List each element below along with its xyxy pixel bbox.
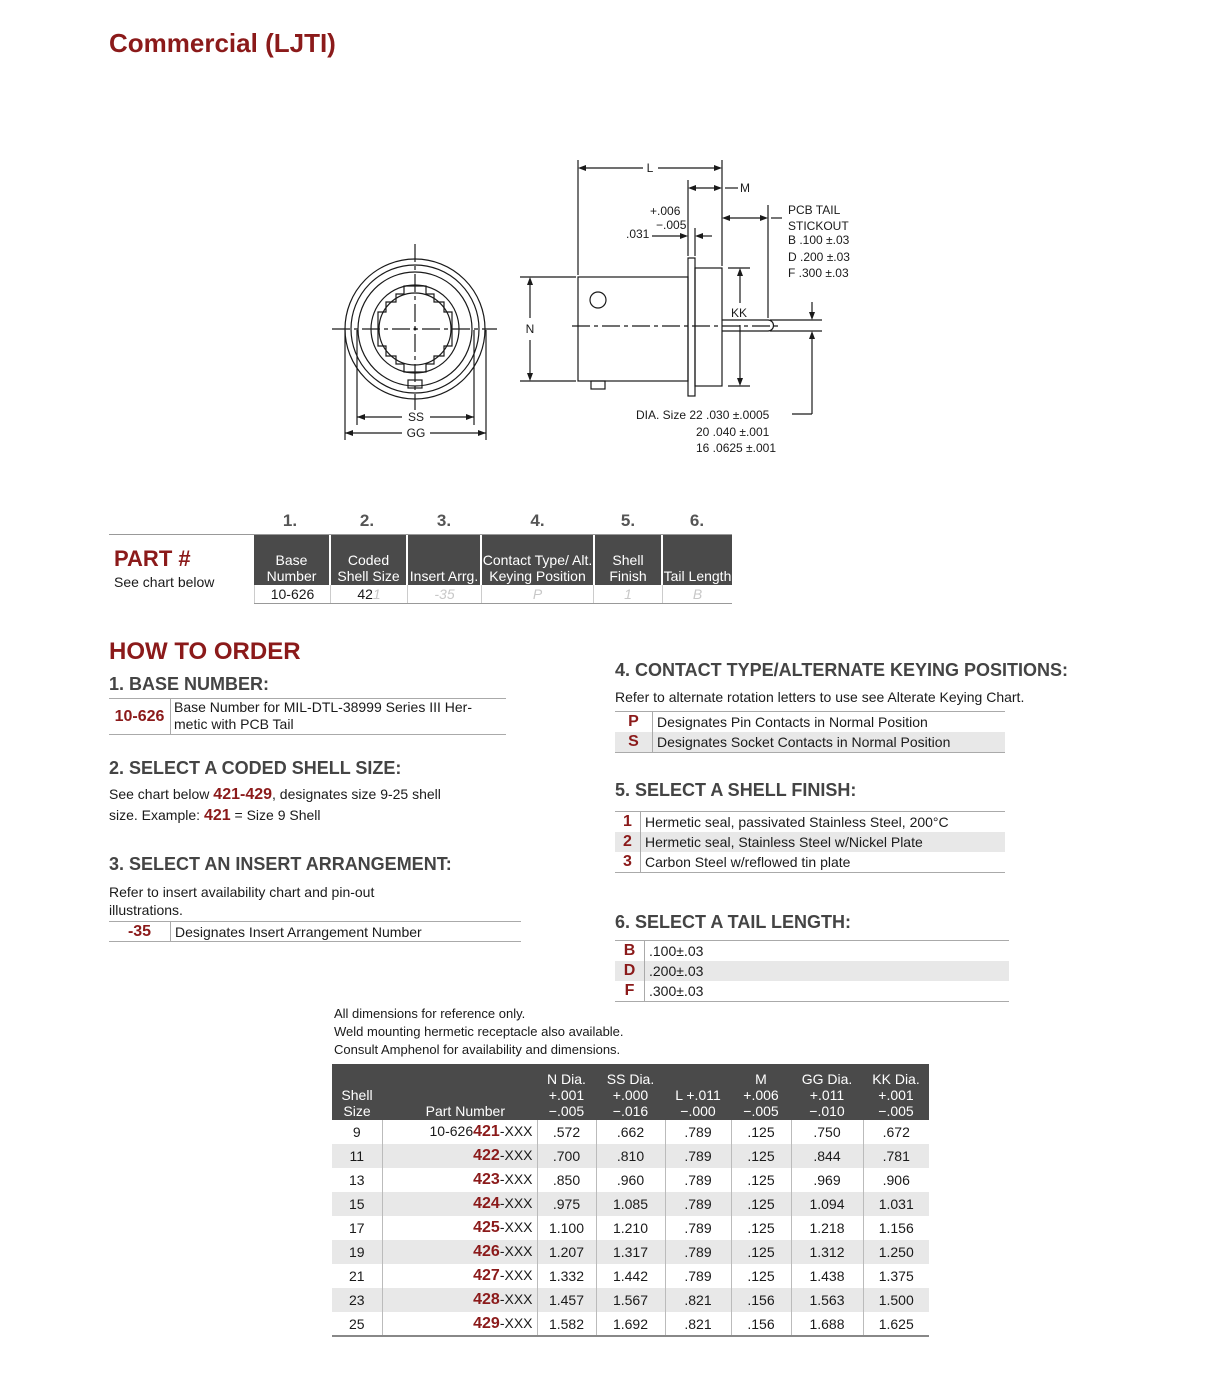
pn-head-finish: Shell Finish: [595, 535, 661, 585]
s6-row-f: F .300±.03: [615, 981, 1009, 1001]
table-row: [332, 1144, 929, 1168]
pn-step-4: 4.: [530, 511, 545, 530]
cell-kk: .672: [882, 1124, 910, 1140]
pcb-title-1: PCB TAIL: [788, 203, 841, 217]
pn-step-1: 1.: [282, 511, 298, 530]
s2-heading: 2. SELECT A CODED SHELL SIZE:: [109, 758, 402, 778]
cell-gg: .969: [791, 1168, 863, 1192]
cell-size: 23: [332, 1288, 382, 1312]
cell-ss: .960: [596, 1168, 665, 1192]
cell-l: .821: [665, 1312, 731, 1336]
cell-size: 15: [332, 1192, 382, 1216]
n-label: N: [525, 322, 535, 336]
cell-m: .125: [731, 1120, 791, 1144]
how-to-order-heading: HOW TO ORDER: [109, 638, 301, 665]
s5-heading: 5. SELECT A SHELL FINISH:: [615, 780, 857, 800]
cell-l: .821: [665, 1288, 731, 1312]
s1-box: [109, 698, 506, 735]
pn-step-2: 2.: [359, 511, 375, 530]
cell-m: .125: [731, 1216, 791, 1240]
dia-line-2: 20 .040 ±.001: [696, 425, 770, 439]
cell-n: .850: [537, 1168, 596, 1192]
cell-m: .125: [731, 1144, 791, 1168]
cell-kk: 1.375: [878, 1268, 914, 1284]
cell-size: 11: [332, 1144, 382, 1168]
kk-label: KK: [731, 306, 748, 320]
s5-row-1: 1 Hermetic seal, passivated Stainless Steel, 200°C: [615, 812, 1005, 832]
cell-kk: 1.156: [878, 1220, 914, 1236]
s4-heading: 4. CONTACT TYPE/ALTERNATE KEYING POSITIONS:: [615, 660, 1069, 680]
cell-m: .125: [731, 1264, 791, 1288]
table-row: [332, 1312, 929, 1336]
s3-heading: 3. SELECT AN INSERT ARRANGEMENT:: [109, 854, 452, 874]
s4-list: [615, 711, 1005, 753]
s1-code: 10-626: [109, 699, 171, 734]
pn-head-base: Base Number: [254, 535, 329, 585]
dia-line-1: DIA. Size 22 .030 ±.0005: [636, 408, 770, 422]
s5-list: [615, 811, 1005, 873]
cell-size: 13: [332, 1168, 382, 1192]
col-part-number: Part Number: [382, 1064, 537, 1120]
dimensions-table: [332, 1064, 929, 1337]
cell-size: 21: [332, 1264, 382, 1288]
cell-ss: .662: [596, 1120, 665, 1144]
s4-row-p: P Designates Pin Contacts in Normal Position: [615, 712, 1005, 732]
cell-gg: 1.563: [791, 1288, 863, 1312]
cell-kk: .781: [863, 1144, 929, 1168]
s3-desc: Designates Insert Arrangement Number: [175, 924, 422, 940]
cell-part-number: 427-XXX: [382, 1264, 537, 1288]
pcb-b: B .100 ±.03: [788, 233, 850, 247]
cell-kk: .906: [882, 1172, 910, 1188]
cell-l: .789: [665, 1120, 731, 1144]
pcb-f: F .300 ±.03: [788, 266, 849, 280]
cell-m: .156: [731, 1288, 791, 1312]
cell-gg: .750: [791, 1120, 863, 1144]
pn-head-tail: Tail Length: [663, 535, 732, 585]
cell-part-number: 425-XXX: [382, 1216, 537, 1240]
cell-part-number: 10-626421-XXX: [382, 1120, 537, 1144]
part-label: PART #: [114, 546, 191, 571]
s1-desc: Base Number for MIL-DTL-38999 Series III Her- metic with PCB Tail: [174, 699, 472, 732]
cell-m: .156: [731, 1312, 791, 1336]
part-sublabel: See chart below: [114, 574, 215, 590]
pn-head-insert: Insert Arrg.: [408, 535, 480, 585]
cell-ss: 1.692: [596, 1312, 665, 1336]
cell-m: .125: [731, 1168, 791, 1192]
col-gg-dia: GG Dia. +.011 −.010: [791, 1064, 863, 1120]
s3-code: -35: [109, 922, 171, 941]
s6-list: [615, 940, 1009, 1002]
l-label: L: [646, 161, 654, 175]
pn-val-tail: B: [692, 586, 703, 602]
cell-n: 1.332: [537, 1264, 596, 1288]
cell-gg: 1.438: [791, 1264, 863, 1288]
cell-gg: 1.688: [791, 1312, 863, 1336]
cell-part-number: 422-XXX: [382, 1144, 537, 1168]
pcb-title-2: STICKOUT: [788, 219, 849, 233]
cell-ss: 1.442: [596, 1264, 665, 1288]
cell-gg: 1.312: [791, 1240, 863, 1264]
s6-row-d: D .200±.03: [615, 961, 1009, 981]
col-shell-size: Shell Size: [332, 1064, 382, 1120]
cell-l: .789: [665, 1264, 731, 1288]
cell-gg: .844: [791, 1144, 863, 1168]
cell-gg: 1.094: [791, 1192, 863, 1216]
pn-step-6: 6.: [689, 511, 705, 530]
s6-row-b: B .100±.03: [615, 941, 1009, 961]
cell-part-number: 426-XXX: [382, 1240, 537, 1264]
cell-n: .700: [537, 1144, 596, 1168]
cell-size: 17: [332, 1216, 382, 1240]
s5-row-3: 3 Carbon Steel w/reflowed tin plate: [615, 852, 1005, 872]
cell-kk: 1.250: [863, 1240, 929, 1264]
cell-n: 1.582: [537, 1312, 596, 1336]
table-row: [332, 1192, 929, 1216]
cell-ss: 1.567: [596, 1288, 665, 1312]
table-row: [332, 1288, 929, 1312]
table-row: [332, 1120, 929, 1144]
cell-l: .789: [665, 1144, 731, 1168]
tol-minus: −.005: [656, 218, 687, 232]
m-label: M: [740, 181, 750, 195]
pn-val-shell: 421: [331, 585, 408, 604]
cell-n: 1.207: [537, 1240, 596, 1264]
cell-kk: 1.031: [863, 1192, 929, 1216]
cell-n: .975: [537, 1192, 596, 1216]
pn-val-base: 10-626: [254, 585, 331, 604]
pn-val-contact: P: [482, 585, 594, 604]
ss-label: SS: [407, 410, 425, 424]
cell-m: .125: [731, 1192, 791, 1216]
cell-kk: 1.500: [863, 1288, 929, 1312]
table-row: [332, 1216, 929, 1240]
gg-label: GG: [406, 426, 426, 440]
cell-m: .125: [731, 1240, 791, 1264]
cell-ss: 1.210: [596, 1216, 665, 1240]
part-number-bottom-rule: [254, 603, 732, 604]
table-row: [332, 1264, 929, 1288]
s6-heading: 6. SELECT A TAIL LENGTH:: [615, 912, 852, 932]
dia-line-3: 16 .0625 ±.001: [696, 441, 776, 455]
col-m: M +.006 −.005: [731, 1064, 791, 1120]
col-ss-dia: SS Dia. +.000 −.016: [596, 1064, 665, 1120]
cell-n: 1.457: [537, 1288, 596, 1312]
pn-val-finish: 1: [594, 585, 663, 604]
cell-n: 1.100: [537, 1216, 596, 1240]
col-n-dia: N Dia. +.001 −.005: [537, 1064, 596, 1120]
s4-row-s: S Designates Socket Contacts in Normal Position: [615, 732, 1005, 752]
cell-size: 25: [332, 1312, 382, 1336]
table-row: [332, 1168, 929, 1192]
dim-header-row: [332, 1064, 929, 1120]
cell-kk: 1.625: [863, 1312, 929, 1336]
pcb-d: D .200 ±.03: [788, 250, 850, 264]
cell-size: 19: [332, 1240, 382, 1264]
pn-val-insert: -35: [408, 585, 482, 604]
cell-n: .572: [537, 1120, 596, 1144]
cell-ss: 1.317: [596, 1240, 665, 1264]
cell-part-number: 428-XXX: [382, 1288, 537, 1312]
pn-head-contact: Contact Type/ Alt. Keying Position: [482, 535, 593, 585]
cell-l: .789: [665, 1192, 731, 1216]
table-row: [332, 1240, 929, 1264]
pn-head-shell: Coded Shell Size: [331, 535, 406, 585]
cell-part-number: 424-XXX: [382, 1192, 537, 1216]
notes: All dimensions for reference only. Weld mounting hermetic receptacle also available. Consult Amphenol for availability and dimensions.: [334, 1006, 624, 1057]
col-l: L +.011 −.000: [665, 1064, 731, 1120]
s3-box: [109, 921, 521, 942]
s2-text: See chart below 421-429, designates size 9-25 shell size. Example: 421 = Size 9 Shell: [109, 786, 441, 824]
cell-l: .789: [665, 1216, 731, 1240]
dim-031: .031: [626, 227, 650, 241]
pn-step-3: 3.: [436, 511, 452, 530]
s3-text: Refer to insert availability chart and pin-out illustrations.: [109, 884, 375, 918]
cell-part-number: 423-XXX: [382, 1168, 537, 1192]
col-kk-dia: KK Dia. +.001 −.005: [863, 1064, 929, 1120]
cell-gg: 1.218: [791, 1216, 863, 1240]
cell-l: .789: [665, 1168, 731, 1192]
cell-size: 9: [332, 1120, 382, 1144]
s1-heading: 1. BASE NUMBER:: [109, 674, 270, 694]
s5-row-2: 2 Hermetic seal, Stainless Steel w/Nickel Plate: [615, 832, 1005, 852]
s4-intro: Refer to alternate rotation letters to use see Alterate Keying Chart.: [615, 689, 1025, 705]
tol-plus: +.006: [650, 204, 681, 218]
cell-l: .789: [665, 1240, 731, 1264]
cell-part-number: 429-XXX: [382, 1312, 537, 1336]
page-title: Commercial (LJTI): [109, 28, 336, 58]
pn-step-5: 5.: [620, 511, 636, 530]
connector-drawing: [0, 0, 1224, 470]
cell-ss: 1.085: [596, 1192, 665, 1216]
cell-ss: .810: [596, 1144, 665, 1168]
